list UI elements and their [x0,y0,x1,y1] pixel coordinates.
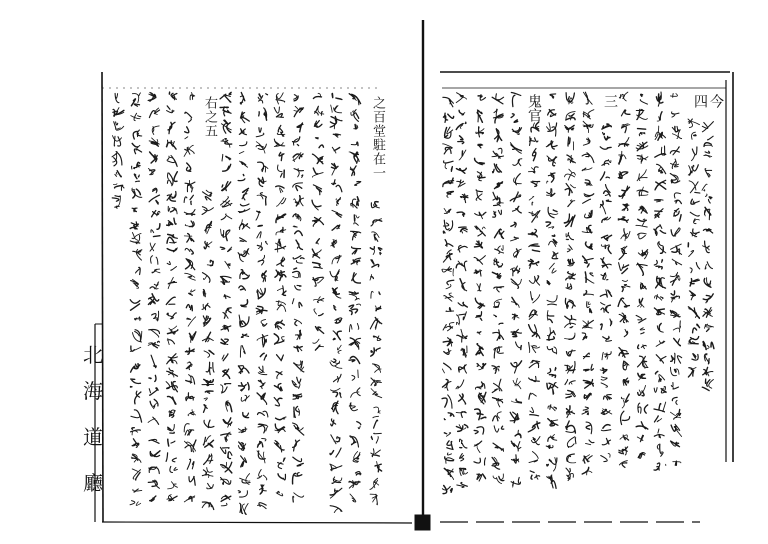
right-column-2-text: 四 [692,94,708,108]
center-fold [415,20,430,530]
right-stroke-column-12 [510,93,522,488]
right-stroke-column-9 [564,93,576,481]
left-stroke-column-11 [184,93,196,502]
right-stroke-column-3 [670,94,681,466]
left-stroke-column-2 [349,94,361,502]
left-stroke-column-15 [112,93,124,208]
left-stroke-column-4 [312,93,324,350]
margin-strip [80,335,106,520]
margin-glyph-1: 北 [83,343,103,367]
right-stroke-column-16 [442,97,454,493]
right-stroke-column-10 [546,94,558,489]
left-stroke-column-3 [330,94,342,513]
right-handwriting [442,92,714,494]
right-stroke-column-8 [582,92,594,475]
left-stroke-column-10 [202,190,214,509]
left-column-1-text: 之百堂駐在一 [370,96,385,180]
right-stroke-column-1 [702,122,714,391]
left-stroke-column-12 [166,92,178,501]
right-column-3-text: 三 [602,94,618,108]
right-stroke-column-13 [492,94,504,484]
right-stroke-column-15 [456,93,468,488]
left-stroke-column-9 [220,92,232,506]
margin-glyph-4: 廳 [83,471,103,495]
margin-glyph-2: 海 [83,379,103,403]
right-stroke-column-14 [474,95,486,481]
right-column-4-text: 鬼官 [526,94,542,122]
left-stroke-column-5 [292,95,304,502]
right-column-1-text: 今 [708,94,724,108]
left-stroke-column-6 [274,93,286,496]
left-stroke-column-13 [148,93,160,502]
right-stroke-column-5 [636,94,648,458]
left-column-2-text: 右之五 [202,96,217,138]
left-stroke-column-1 [370,202,382,505]
left-stroke-column-8 [238,93,250,515]
left-stroke-column-7 [256,94,268,509]
left-stroke-column-14 [130,93,142,506]
left-handwriting [112,92,382,514]
left-page-frame [95,72,412,523]
right-stroke-column-7 [600,124,612,462]
right-stroke-column-2 [688,119,700,377]
right-stroke-column-4 [654,92,666,470]
right-stroke-column-11 [528,122,540,479]
right-stroke-column-6 [618,92,630,467]
margin-glyph-3: 道 [83,425,103,449]
